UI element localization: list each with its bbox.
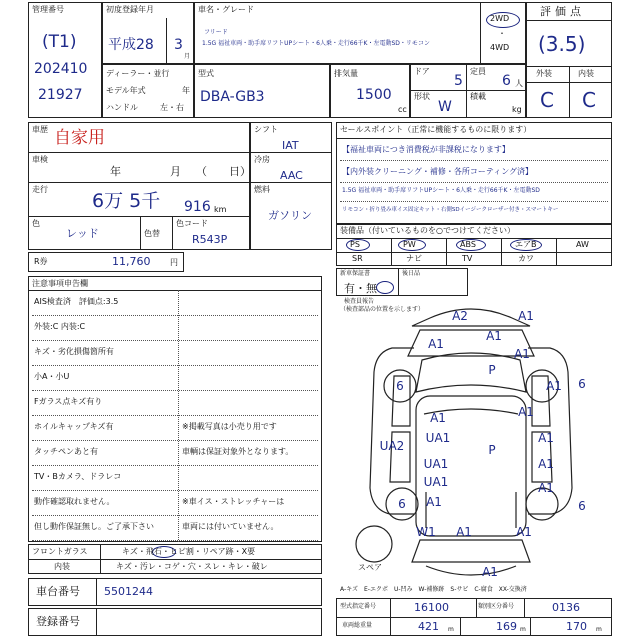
mark-6-rl: 6	[398, 497, 406, 511]
interior-items: キズ・汚レ・コゲ・穴・スレ・キレ・破レ	[116, 562, 268, 571]
mark-6-rr: 6	[578, 499, 586, 513]
shaken-year: 年	[110, 165, 121, 178]
score-ext-label: 外装	[536, 69, 552, 78]
mark-a1-r5: A1	[538, 481, 554, 495]
equip-sr: SR	[352, 254, 363, 263]
bottom-r1-label: 型式指定番号	[340, 603, 377, 610]
reg-era: 平成28	[108, 37, 154, 53]
inspection-sub: （検査部品の位置を示します）	[340, 306, 425, 313]
mark-w1: W1	[416, 525, 436, 539]
shaken-label: 車検	[32, 155, 48, 164]
shift-label: シフト	[254, 125, 278, 134]
ac-value: AAC	[280, 169, 303, 182]
bottom-r2-value: 421	[418, 620, 439, 633]
mark-a1-rear-r: A1	[516, 525, 532, 539]
mark-p-roof: P	[488, 443, 496, 457]
warranty-value: 有・無	[344, 282, 377, 295]
mileage-sub: 916	[184, 199, 211, 215]
mgmt-num2: 21927	[38, 87, 83, 103]
equip-label: 装備品（付いているものを○でつけてください）	[340, 226, 515, 235]
color-label: 色	[32, 219, 40, 228]
note-left-7: TV・Bカメラ、ドラレコ	[34, 472, 122, 481]
mark-a1-door-r2: A1	[538, 431, 554, 445]
sales-line-1: 【福祉車両につき消費税が非課税になります】	[342, 145, 510, 154]
ac-label: 冷房	[254, 155, 270, 164]
drive-2wd: 2WD	[490, 14, 510, 23]
usage-label: 車歴	[32, 125, 48, 134]
usage-value: 自家用	[54, 128, 105, 148]
note-left-5: ホイルキャップキズ有	[34, 422, 114, 431]
bottom-r2c-unit: m	[596, 626, 602, 633]
note-left-1: 外装:C 内装:C	[34, 322, 86, 331]
bottom-r2-label: 車両総重量	[342, 622, 373, 629]
legend: A-キズ E-エクボ U-凹み W-補修跡 S-サビ C-腐食 XX-交換済	[340, 586, 527, 593]
mark-ua1-l3: UA1	[423, 475, 449, 489]
note-right-6: 車輌は保証対象外となります。	[182, 447, 294, 456]
handle-lr: 左・右	[160, 103, 184, 112]
mark-a2: A2	[452, 309, 468, 323]
glass-items: キズ・飛石・ヒビ割・リペア跡・X要	[122, 547, 256, 556]
capacity-label: 定員	[470, 67, 486, 76]
mark-6-fr: 6	[578, 377, 586, 391]
bottom-r2b-value: 169	[496, 620, 517, 633]
car-diagram	[330, 296, 612, 586]
note-left-9: 但し動作保証無し。ご了承下さい	[34, 522, 154, 531]
door-value: 5	[454, 73, 463, 89]
mileage-unit: km	[214, 205, 227, 214]
mgmt-code: (T1)	[42, 32, 77, 52]
mark-a1-door-r3: A1	[538, 457, 554, 471]
shape-value: W	[438, 99, 452, 115]
sales-line-4: リモコン・折り畳み車イス固定キット・右側SDイージークローザー付き・スマートキー	[342, 207, 559, 213]
mark-ua1-l2: UA1	[423, 457, 449, 471]
inspection-label: 検査員報告	[344, 298, 375, 305]
capacity-value: 6	[502, 73, 511, 89]
mileage-label: 走行	[32, 185, 48, 194]
fuel-label: 燃料	[254, 185, 270, 194]
door-label: ドア	[414, 67, 430, 76]
mark-a1-fr: A1	[518, 309, 534, 323]
note-right-8: ※車イス・ストレッチャーは	[182, 497, 285, 506]
equip-abs: ABS	[460, 240, 476, 249]
sales-label: セールスポイント（正常に機能するものに限ります）	[340, 125, 532, 134]
handle-label: ハンドル	[106, 103, 138, 112]
color-hue-label: 色替	[144, 229, 160, 238]
note-right-5: ※掲載写真は小売り用です	[182, 422, 277, 431]
drive-dot: ・	[498, 29, 506, 38]
note-left-2: キズ・劣化損傷箇所有	[34, 347, 114, 356]
mark-6-fl: 6	[396, 379, 404, 393]
note-left-8: 動作確認取れません。	[34, 497, 115, 506]
equip-navi: ナビ	[406, 254, 422, 263]
disp-value: 1500	[356, 87, 392, 103]
note-left-4: Fガラス点キズ有り	[34, 397, 103, 406]
mark-a1-rear-c: A1	[456, 525, 472, 539]
bottom-r1b-label: 類別区分番号	[478, 603, 515, 610]
equip-pw: PW	[403, 240, 416, 249]
mark-a1-door-l1: A1	[430, 411, 446, 425]
recycle-label: R券	[34, 257, 48, 266]
equip-airbag: エアB	[515, 240, 537, 249]
shift-value: IAT	[282, 139, 299, 152]
glass-label: フロントガラス	[32, 547, 88, 556]
sales-line-3: 1.5G 福祉車両・助手席リフトUPシート・6人乗・走行66千K・左電動SD	[342, 187, 540, 194]
notes-label: 注意事項申告欄	[32, 279, 88, 288]
mark-a1-rear: A1	[482, 565, 498, 579]
bottom-r1b-value: 0136	[552, 601, 580, 614]
score-value: (3.5)	[538, 32, 586, 56]
mgmt-num1: 202410	[34, 61, 88, 77]
chassis-value: 5501244	[104, 585, 153, 598]
bottom-r2c-value: 170	[566, 620, 587, 633]
score-ext: C	[540, 88, 554, 112]
note-left-0: AIS検査済 評価点:3.5	[34, 297, 119, 306]
note-right-9: 車両には付いていません。	[182, 522, 279, 531]
shape-label: 形状	[414, 92, 430, 101]
equip-tv: TV	[462, 254, 473, 263]
equip-ps: PS	[350, 240, 360, 249]
recycle-unit: 円	[170, 258, 178, 267]
mgmt-label: 管理番号	[32, 5, 64, 14]
bottom-r2b-unit: m	[520, 626, 526, 633]
bottom-r2-unit: m	[448, 626, 454, 633]
mark-a1-bumper: A1	[486, 329, 502, 343]
color-code-label: 色コード	[176, 219, 208, 228]
note-left-3: 小A・小U	[34, 372, 70, 381]
sales-line-2: 【内外装クリーニング・補修・各所コーティング済】	[342, 167, 534, 176]
type-value: DBA-GB3	[200, 89, 265, 105]
score-int: C	[582, 88, 596, 112]
spare-label: スペア	[358, 563, 382, 572]
chassis-label: 車台番号	[36, 585, 80, 598]
recycle-box	[28, 252, 184, 272]
bottom-r1-value: 16100	[414, 601, 449, 614]
reg-month-unit: 月	[184, 53, 191, 60]
note-left-6: タッチペンあと有	[34, 447, 98, 456]
mark-a1-fender: A1	[546, 379, 562, 393]
shaken-day: （ 日）	[196, 165, 251, 178]
mark-a1-hood-l: A1	[428, 337, 444, 351]
shaken-month: 月	[170, 165, 181, 178]
plate-label: 登録番号	[36, 615, 80, 628]
mileage-value: 6万 5千	[92, 190, 161, 212]
model-name: フリード	[204, 29, 228, 36]
equip-aw: AW	[576, 240, 589, 249]
disp-unit: cc	[398, 105, 407, 114]
color-value: レッド	[66, 227, 99, 240]
mark-a1-door-r1: A1	[518, 405, 534, 419]
load-label: 積載	[470, 92, 486, 101]
mark-a1-hood-r: A1	[514, 347, 530, 361]
type-label: 型式	[198, 69, 214, 78]
dealer-label: ディーラー・並行	[106, 69, 170, 78]
mark-p-roof-front: P	[488, 363, 496, 377]
fuel-value: ガソリン	[268, 209, 312, 222]
color-code: R543P	[192, 233, 228, 246]
mark-ua1-l1: UA1	[425, 431, 451, 445]
recycle-value: 11,760	[112, 255, 151, 268]
mark-a1-r4: A1	[426, 495, 442, 509]
reg-month: 3	[174, 37, 183, 53]
warranty-prev: 後日品	[402, 270, 421, 277]
interior-label: 内装	[54, 562, 70, 571]
model-label: 車名・グレード	[198, 5, 254, 14]
load-unit: kg	[512, 105, 522, 114]
warranty-label: 新車保証書	[340, 270, 371, 277]
model-year-unit: 年	[182, 86, 190, 95]
equip-leather: カワ	[518, 254, 534, 263]
drive-4wd: 4WD	[490, 43, 510, 52]
score-int-label: 内装	[578, 69, 594, 78]
model-grade: 1.5G 福祉車両・助手席リフトUPシート・6人乗・走行66千K・左電動SD・リモコン	[202, 40, 430, 47]
model-year-label: モデル年式	[106, 86, 146, 95]
reg-label: 初度登録年月	[106, 5, 154, 14]
score-label: 評価点	[540, 5, 585, 18]
disp-label: 排気量	[334, 69, 358, 78]
mark-ua2: UA2	[379, 439, 405, 453]
capacity-unit: 人	[515, 79, 523, 88]
